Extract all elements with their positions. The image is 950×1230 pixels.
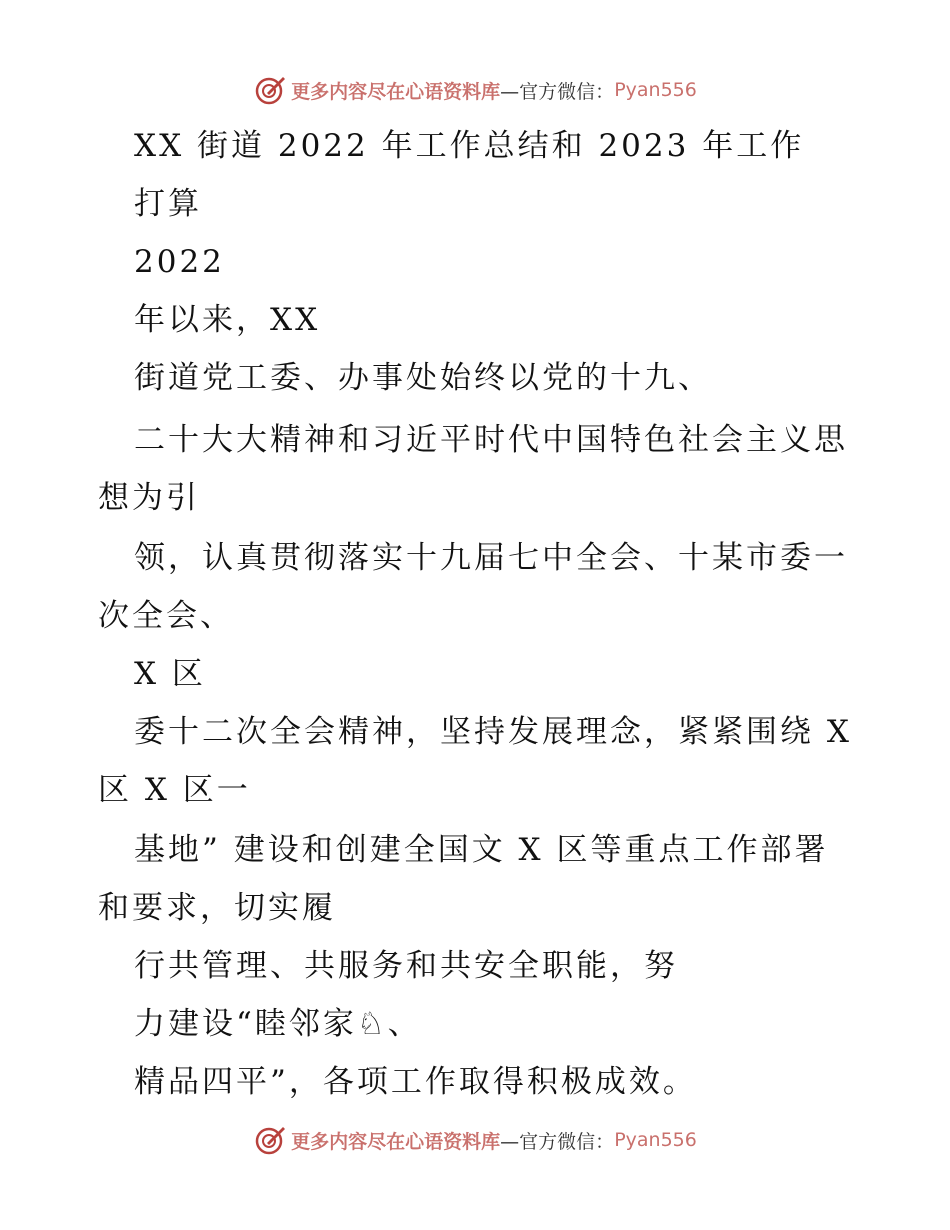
watermark-bottom: [0, 1120, 950, 1160]
doc-line: 区 X 区一: [98, 772, 251, 808]
doc-line: 精品四平”，各项工作取得积极成效。: [134, 1064, 697, 1100]
doc-line: 想为引: [98, 480, 200, 516]
doc-line: 力建设“睦邻家♘、: [134, 1006, 422, 1042]
doc-line: 和要求，切实履: [98, 890, 336, 926]
doc-line: 领，认真贯彻落实十九届七中全会、十某市委一: [134, 540, 848, 576]
doc-title-line-2: 打算: [134, 186, 202, 222]
watermark-official-label: —官方微信：: [500, 80, 615, 103]
doc-line: 基地” 建设和创建全国文 X 区等重点工作部署: [134, 832, 829, 868]
watermark-wechat-id: Pyan556: [614, 79, 697, 101]
doc-line: 委十二次全会精神，坚持发展理念，紧紧围绕 X: [134, 714, 852, 750]
watermark-brand: 更多内容尽在心语资料库: [291, 1130, 501, 1153]
doc-line: 2022: [134, 244, 225, 280]
watermark-official-label: —官方微信：: [500, 1130, 615, 1153]
doc-line: 行共管理、共服务和共安全职能，努: [134, 948, 678, 984]
pen-logo-icon: [253, 1123, 287, 1157]
doc-line: 二十大大精神和习近平时代中国特色社会主义思: [134, 422, 848, 458]
doc-line: X 区: [134, 656, 206, 692]
watermark-wechat-id: Pyan556: [614, 1129, 697, 1151]
doc-title-line-1: XX 街道 2022 年工作总结和 2023 年工作: [134, 128, 805, 164]
doc-line: 次全会、: [98, 598, 234, 634]
doc-line: 年以来，XX: [134, 302, 321, 338]
watermark-brand: 更多内容尽在心语资料库: [291, 80, 501, 103]
doc-line: 街道党工委、办事处始终以党的十九、: [134, 360, 712, 396]
